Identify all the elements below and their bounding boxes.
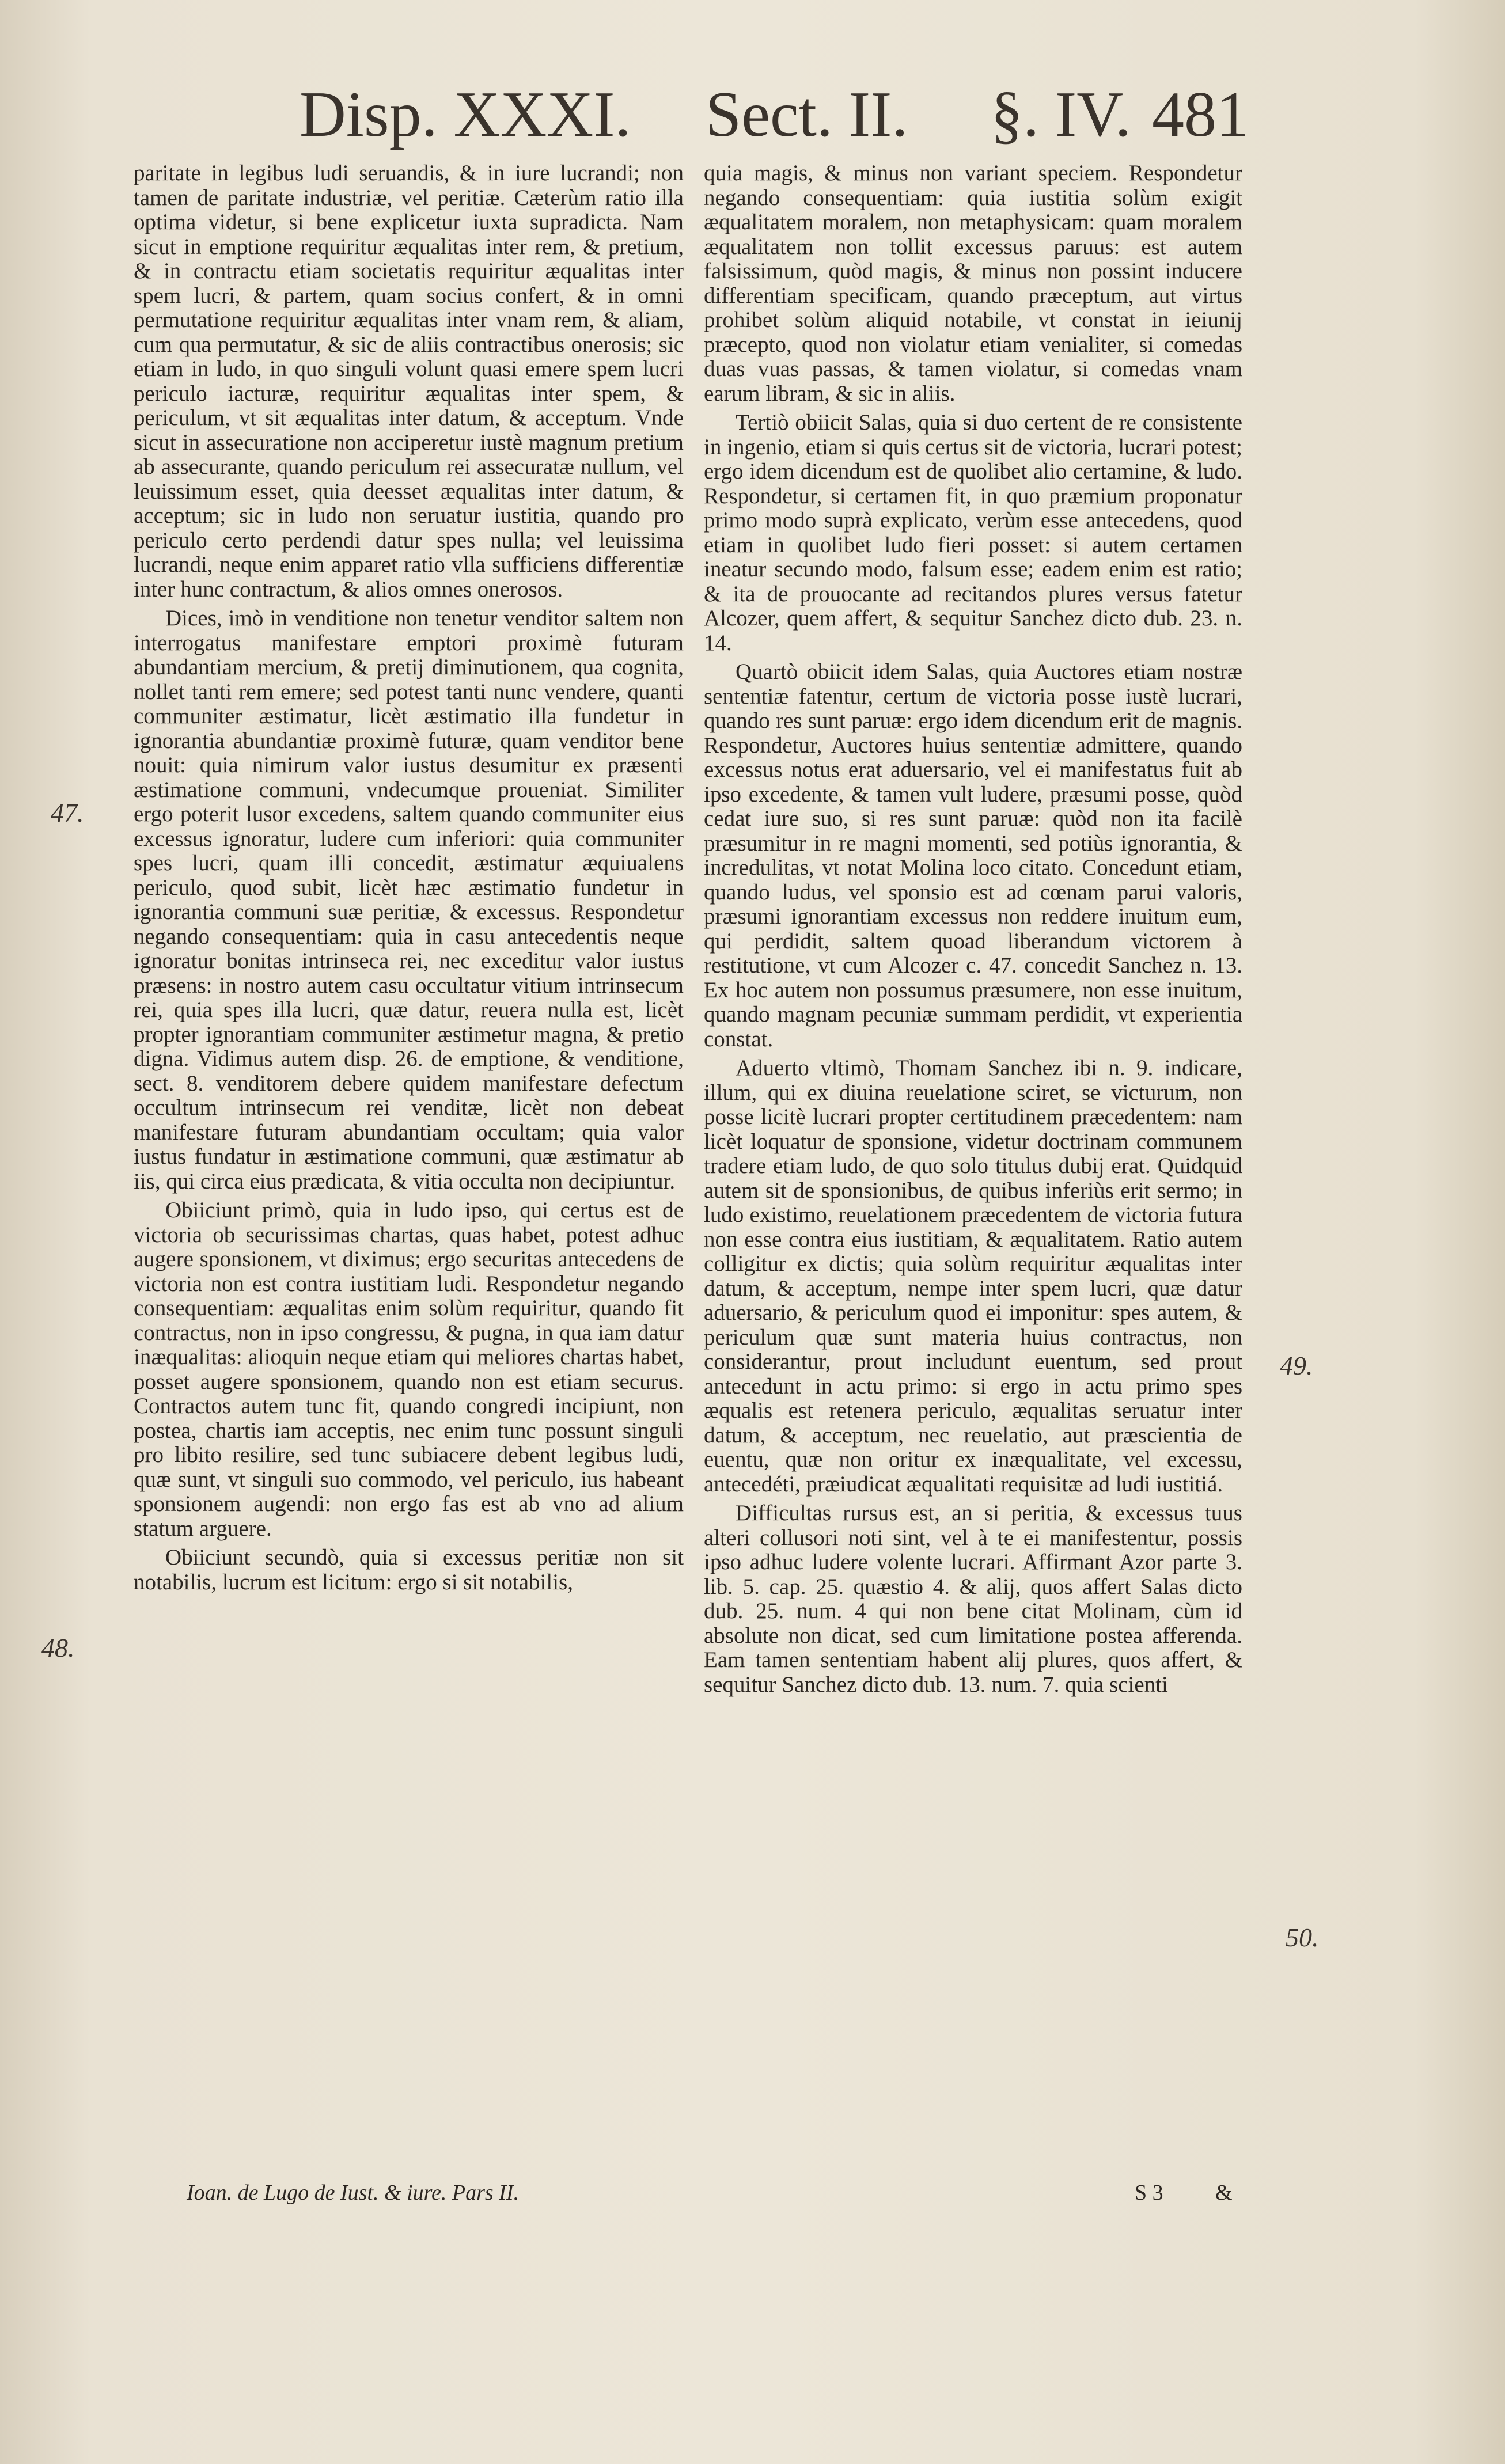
page-number: 481 — [1152, 79, 1249, 150]
paragraph-47: Dices, imò in venditione non tenetur venditor saltem non interrogatus manifestare emptori proximè futuram abundantiam mercium, & pretij diminutionem, qua cognita, nollet tanti rem emere; sed potest tanti nunc vendere, quanti communiter æstimatur, licèt æstimatio illa fundetur in ignorantia abundantiæ proximè futuræ, quam venditor bene nouit: quia nimirum valor iustus desumitur ex præsenti æstimatione communi, vndecumque proueniat. Similiter ergo poterit lusor excedens, saltem quando communiter eius excessus ignoratur, ludere cum inferiori: quia communiter spes lucri, quam illi concedit, æstimatur æquiualens periculo, quod subit, licèt hæc æstimatio fundetur in ignorantia communi suæ peritiæ, & excessus. Respondetur negando consequentiam: quia in casu antecedentis neque ignoratur bonitas intrinseca rei, nec exceditur valor iustus præsens: in nostro autem casu occultatur vitium intrinsecum rei, quia spes illa lucri, quæ datur, reuera nulla est, licèt propter ignorantiam communiter æstimetur magna, & pretio digna. Vidimus autem disp. 26. de emptione, & venditione, sect. 8. venditorem debere quidem manifestare defectum occultum intrinsecum rei venditæ, licèt non debeat manifestare futuram abundantiam occultam; quia valor iustus fundatur in æstimatione communi, quæ æstimatur ab iis, qui circa eius prædicata, & vitia occulta non decipiuntur. — [134, 606, 684, 1194]
paragraph-heading: §. IV. — [991, 79, 1131, 150]
signature-mark: S 3 — [1135, 2181, 1163, 2205]
paragraph-continued: paritate in legibus ludi seruandis, & in iure lucrandi; non tamen de paritate industriæ, vel peritiæ. Cæterùm ratio illa optima videtur, si bene explicetur iuxta supradicta. Nam sicut in emptione requiritur æqualitas inter rem, & pretium, & in contractu etiam societatis requiritur æqualitas inter spem lucri, & partem, quam socius confert, & in omni permutatione requiritur æqualitas inter vnam rem, & aliam, cum qua permutatur, & sic de aliis contractibus onerosis; sic etiam in ludo, in quo singuli volunt quasi emere spem lucri periculo iacturæ, requiritur æqualitas inter spem, & periculum, vt sit æqualitas inter datum, & acceptum. Vnde sicut in assecuratione non acciperetur iustè magnum pretium ab assecurante, quando periculum rei assecuratæ nullum, vel leuissimum esset, quia deesset æqualitas inter datum, & acceptum; sic in ludo non seruatur iustitia, quando pro periculo certo perdendi datur spes nulla; vel leuissima lucrandi, neque enim apparet ratio vlla sufficiens differentiæ inter hunc contractum, & alios omnes onerosos. — [134, 161, 684, 602]
running-footer-title: Ioan. de Lugo de Iust. & iure. Pars II. — [187, 2181, 519, 2205]
left-column — [134, 161, 684, 1594]
paragraph-quarto: Quartò obiicit idem Salas, quia Auctores etiam nostræ sententiæ fatentur, certum de victoria posse iustè lucrari, quando res sunt paruæ: ergo idem dicendum erit de magnis. Respondetur, Auctores huius sententiæ admittere, quando excessus notus erat aduersario, vel ei manifestatus fuit ab ipso excedente, & tamen vult ludere, præsumi posse, quòd cedat iure suo, si res sunt paruæ: quòd non ita facilè præsumitur in re magni momenti, sed potiùs ignorantia, & incredulitas, vt notat Molina loco citato. Concedunt etiam, quando ludus, vel sponsio est ad cœnam parui valoris, præsumi ignorantiam excessus non reddere inuitum eum, qui perdidit, saltem quoad liberandum victorem à restitutione, vt cum Alcozer c. 47. concedit Sanchez n. 13. Ex hoc autem non possumus præsumere, non esse inuitum, quando magnam pecuniæ summam perdidit, vt experientia constat. — [704, 659, 1242, 1051]
margin-number-50: 50. — [1286, 1923, 1319, 1952]
catchword: & — [1215, 2181, 1233, 2205]
paragraph-continued-right: quia magis, & minus non variant speciem. Respondetur negando consequentiam: quia iustitia solùm exigit æqualitatem moralem, non metaphysicam: quam moralem æqualitatem non tollit excessus paruus: est autem falsissimum, quòd magis, & minus non possint inducere differentiam specificam, quando præceptum, aut virtus prohibet solùm aliquid notabile, vt constat in ieiunij præcepto, quod non violatur etiam venialiter, si comedas duas vuas passas, & tamen violatur, si comedas vnam earum libram, & sic in aliis. — [704, 161, 1242, 406]
paragraph-50: Difficultas rursus est, an si peritia, & excessus tuus alteri collusori noti sint, vel à te ei manifestentur, possis ipso adhuc ludere volente lucrari. Affirmant Azor parte 3. lib. 5. cap. 25. quæstio 4. & alij, quos affert Salas dicto dub. 25. num. 4 qui non bene citat Molinam, cùm id absolute non dicat, sed cum limitatione postea afferenda. Eam tamen sententiam habent alij plures, quos affert, & sequitur Sanchez dicto dub. 13. num. 7. quia scienti — [704, 1501, 1242, 1697]
right-column — [704, 161, 1242, 1697]
paragraph-49: Aduerto vltimò, Thomam Sanchez ibi n. 9. indicare, illum, qui ex diuina reuelatione sciret, se victurum, non posse licitè lucrari propter certitudinem præcedentem: nam licèt loquatur de sponsione, videtur doctrinam communem tradere etiam ludo, de quo solo titulus dubij erat. Quidquid autem sit de sponsionibus, de quibus inferiùs erit sermo; in ludo existimo, reuelationem præcedentem de victoria futura non esse contra eius iustitiam, & æqualitatem. Ratio autem colligitur ex dictis; quia solùm requiritur æqualitas inter datum, & acceptum, nempe inter spem lucri, quæ datur aduersario, & periculum quod ei imponitur: spes autem, & periculum quæ sunt materia huius contractus, non considerantur, prout includunt euentum, sed prout antecedunt in actu primo: si ergo in actu primo spes æqualis est retenera periculo, æqualitas seruatur inter datum, & acceptum, nec reuelatio, aut præscientia de euentu, quæ non oritur ex inæqualitate, vel excessu, antecedéti, præiudicat æqualitati requisitæ ad ludi iustitiá. — [704, 1056, 1242, 1497]
disputation-heading: Disp. XXXI. — [300, 79, 631, 150]
running-header — [300, 78, 1428, 153]
paragraph-48: Obiiciunt primò, quia in ludo ipso, qui certus est de victoria ob securissimas chartas, quas habet, potest adhuc augere sponsionem, vt diximus; ergo securitas antecedens de victoria non est contra iustitiam ludi. Respondetur negando consequentiam: æqualitas enim solùm requiritur, quando fit contractus, non in ipso congressu, & pugna, in qua iam datur inæqualitas: alioquin neque etiam qui meliores chartas habet, posset augere sponsionem, quando non est etiam securus. Contractos autem tunc fit, quando congredi incipiunt, non postea, chartis iam acceptis, nec enim tunc possunt singuli pro libito resilire, sed tunc subiacere debent legibus ludi, quæ sunt, vt singuli suo commodo, vel periculo, ius habeant sponsionem augendi: non ergo fas est ab vno ad alium statum arguere. — [134, 1198, 684, 1541]
margin-number-47: 47. — [51, 798, 84, 827]
margin-number-49: 49. — [1280, 1351, 1313, 1380]
margin-number-48: 48. — [41, 1633, 75, 1662]
section-heading: Sect. II. — [706, 79, 908, 150]
paragraph-tertio: Tertiò obiicit Salas, quia si duo certent de re consistente in ingenio, etiam si quis certus sit de victoria, lucrari potest; ergo idem dicendum est de quolibet alio certamine, & ludo. Respondetur, si certamen fit, in quo præmium proponatur primo modo suprà explicato, verùm esse antecedens, quod etiam in quolibet ludo fieri posset: si autem certamen ineatur secundo modo, falsum esse; eadem enim est ratio; & ita de prouocante ad recitandos plures versus fatetur Alcozer, quem affert, & sequitur Sanchez dicto dub. 23. n. 14. — [704, 410, 1242, 655]
paragraph-obiiciunt-secundo: Obiiciunt secundò, quia si excessus peritiæ non sit notabilis, lucrum est licitum: ergo si sit notabilis, — [134, 1545, 684, 1594]
